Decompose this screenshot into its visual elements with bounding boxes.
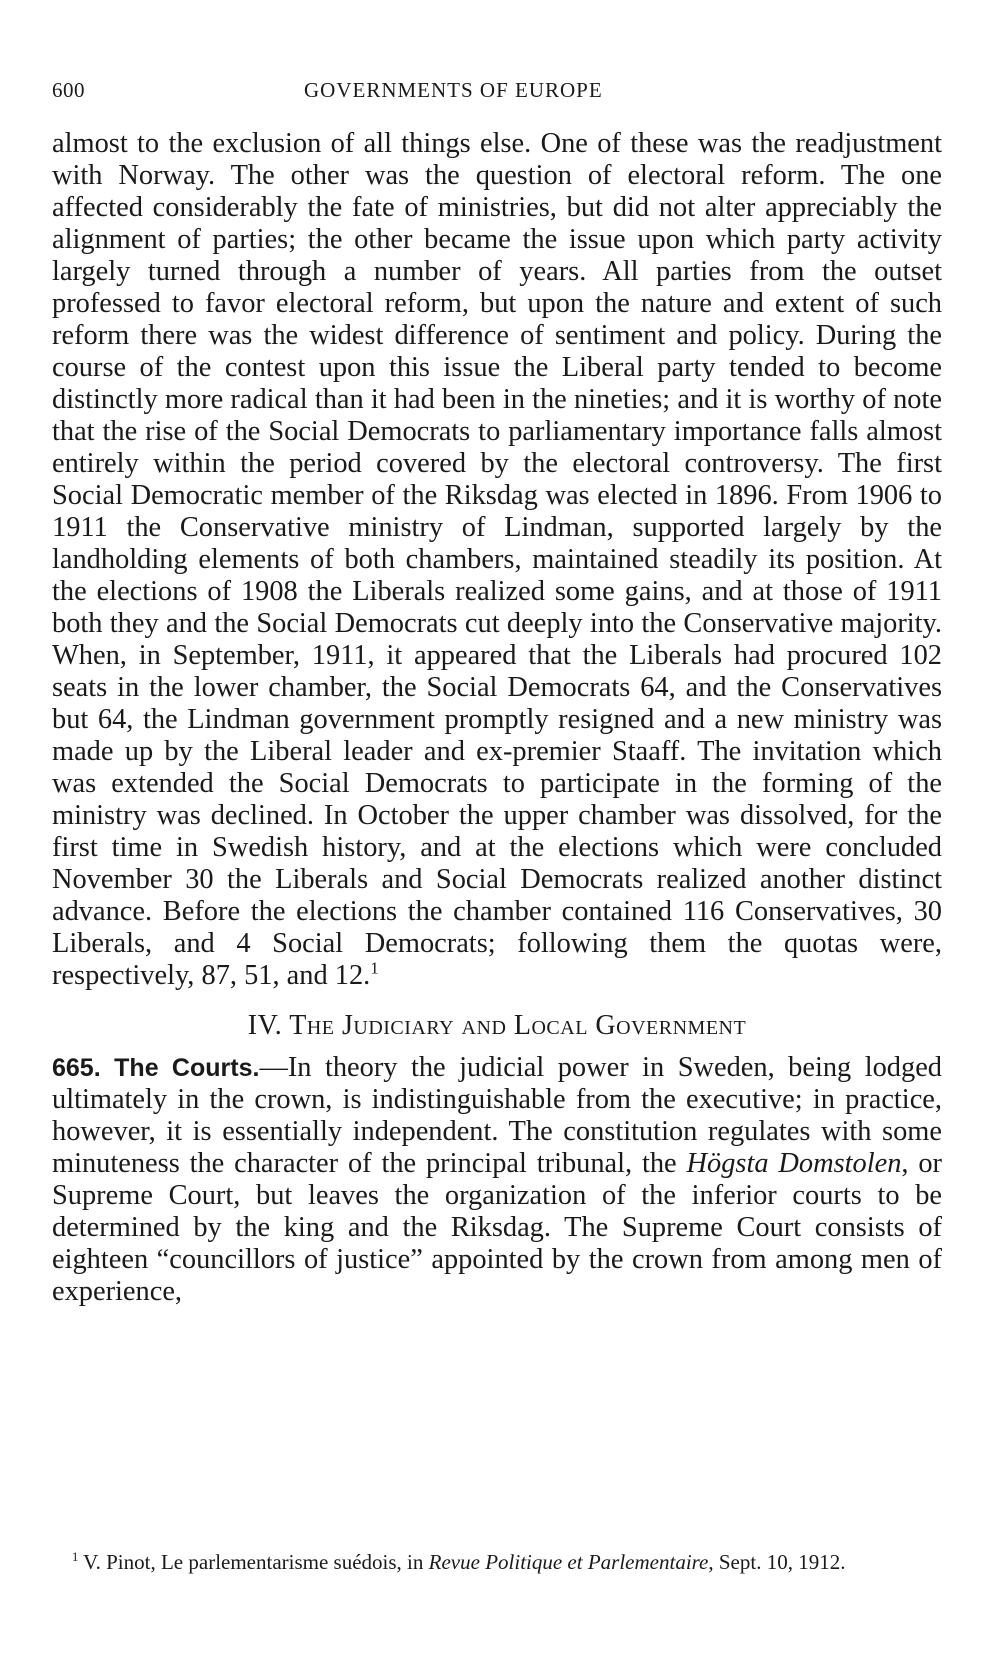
numbered-paragraph [52, 1052, 942, 1308]
page-number: 600 [52, 78, 85, 102]
italic-term: Högsta Domstolen [686, 1148, 902, 1179]
main-text [52, 128, 942, 1308]
paragraph-run-head: The Courts. [114, 1054, 260, 1082]
paragraph-text-continued: , or Supreme Court, but leaves the organization of the inferior courts to be determined by the king and the Riksdag. The Supreme Court consists of eighteen “councillors of justice” appointed by the crown from among men of experience, [52, 1148, 942, 1307]
footnote-reference: 1 [370, 958, 379, 978]
paragraph-number: 665. [52, 1054, 101, 1082]
footnote-citation: V. Pinot, Le parlementarisme suédois, in [83, 1550, 429, 1574]
paragraph-text: almost to the exclusion of all things else. One of these was the readjustment with Norway. The other was the question of electoral reform. The one affected considerably the fate of ministries, but did not alter appreciably the alignment of parties; the other became the issue upon which party activity largely turned through a number of years. All parties from the outset professed to favor electoral reform, but upon the nature and extent of such reform there was the widest difference of sentiment and policy. During the course of the contest upon this issue the Liberal party tended to become distinctly more radical than it had been in the nineties; and it is worthy of note that the rise of the Social Democrats to parliamentary importance falls almost entirely within the period covered by the electoral controversy. The first Social Democratic member of the Riksdag was elected in 1896. From 1906 to 1911 the Conservative ministry of Lindman, supported largely by the landholding elements of both chambers, maintained steadily its position. At the elections of 1908 the Liberals realized some gains, and at those of 1911 both they and the Social Democrats cut deeply into the Conservative majority. When, in September, 1911, it appeared that the Liberals had procured 102 seats in the lower chamber, the Social Democrats 64, and the Conservatives but 64, the Lindman government promptly resigned and a new ministry was made up by the Liberal leader and ex-premier Staaff. The invitation which was extended the Social Democrats to participate in the forming of the ministry was declined. In October the upper chamber was dissolved, for the first time in Swedish history, and at the elections which were concluded November 30 the Liberals and Social Democrats realized another distinct advance. Before the elections the chamber contained 116 Conservatives, 30 Liberals, and 4 Social Democrats; following them the quotas were, respectively, 87, 51, and 12. [52, 128, 942, 991]
footnote-date: , Sept. 10, 1912. [708, 1550, 846, 1574]
footnote-text [52, 1548, 942, 1576]
footnote-marker: 1 [72, 1550, 79, 1564]
paragraph-text: —In theory the judicial power in Sweden, being lodged ultimately in the crown, is indistinguishable from the executive; in practice, however, it is essentially independent. The constitution regulates with some minuteness the character of the principal tribunal, the [52, 1052, 942, 1179]
running-header [52, 78, 942, 108]
section-heading: IV. The Judiciary and Local Government [247, 1010, 747, 1041]
footnote [52, 1548, 942, 1576]
running-title: GOVERNMENTS OF EUROPE [304, 78, 603, 102]
body-paragraph [52, 128, 942, 992]
footnote-source: Revue Politique et Parlementaire [428, 1550, 709, 1574]
